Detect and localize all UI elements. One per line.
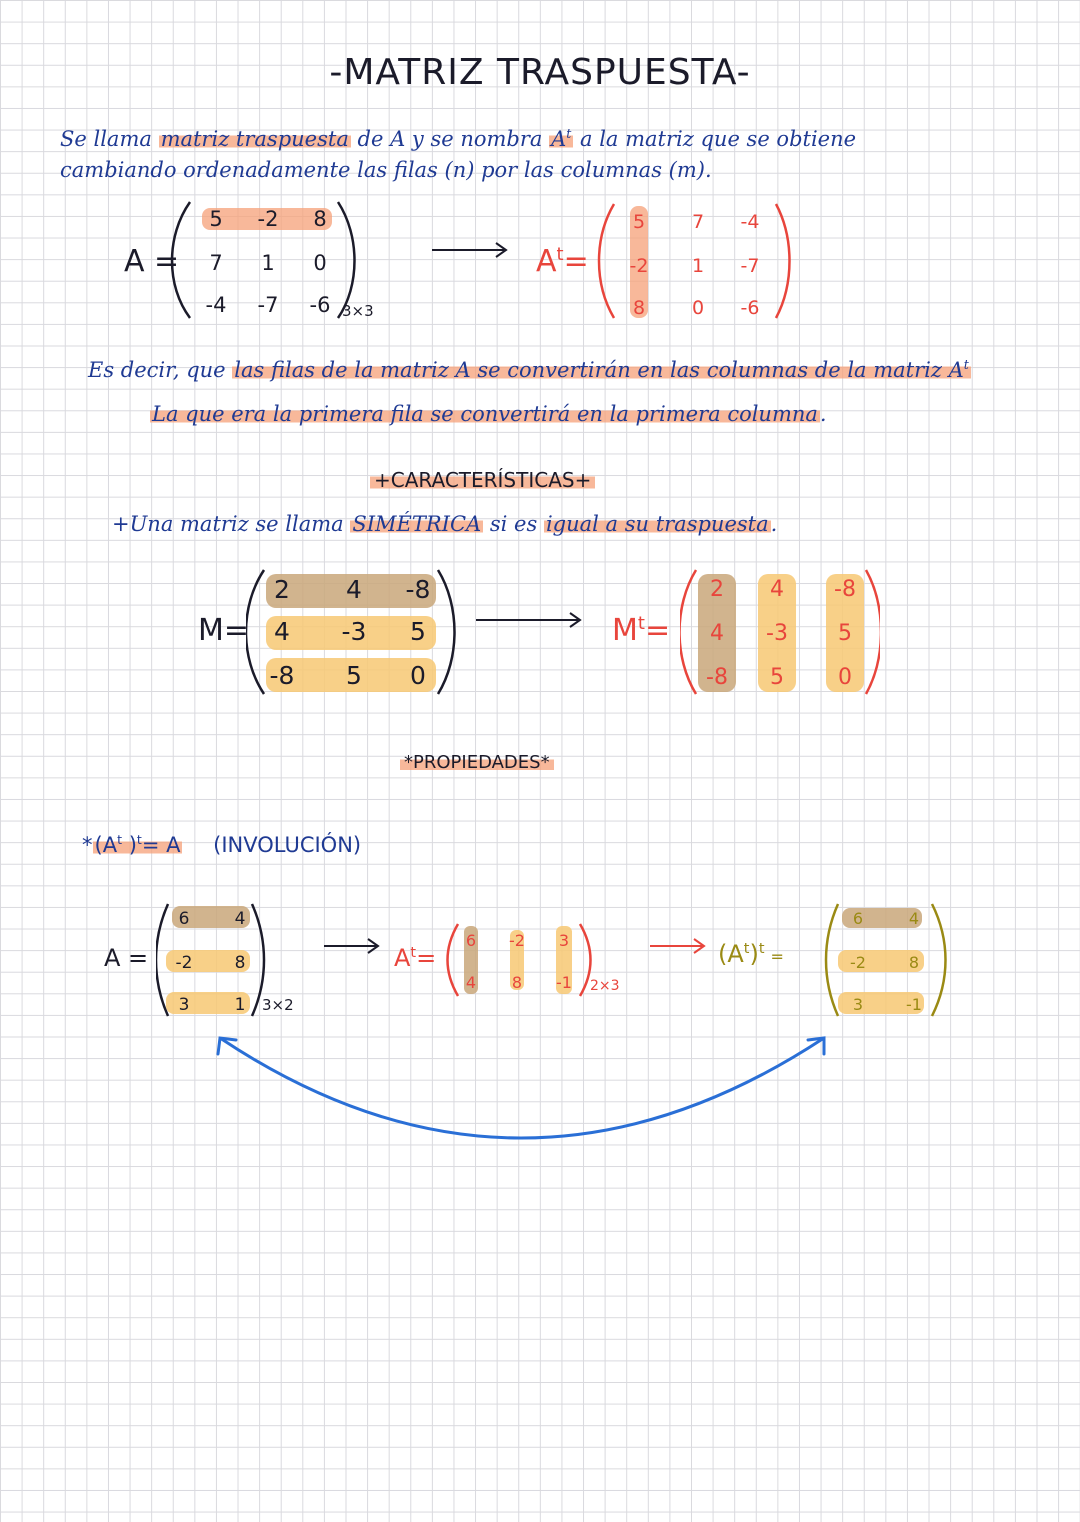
- involution-sup-2: t: [136, 832, 142, 847]
- matrix-bt-label-base: A: [394, 944, 411, 972]
- involution-formula-a: (A: [94, 833, 118, 857]
- matrix-a-cell: -4: [205, 293, 227, 317]
- matrix-m-cell: -3: [341, 617, 367, 646]
- matrix-a-cell: -6: [309, 293, 331, 317]
- characteristics-heading: [370, 468, 595, 492]
- matrix-a-cell: 5: [209, 207, 223, 231]
- matrix-mt-cell: 2: [710, 577, 724, 602]
- matrix-b-label: A =: [104, 944, 149, 972]
- matrix-a-cell: -2: [257, 207, 279, 231]
- matrix-mt-left-bracket: [680, 570, 696, 694]
- matrix-mt-cell: 4: [710, 621, 724, 646]
- definition-symbol-sup: t: [566, 126, 572, 141]
- matrix-m-cell: 0: [410, 661, 426, 690]
- matrix-b-cell: 4: [234, 909, 246, 929]
- explanation-line-1-sup: t: [963, 357, 969, 372]
- matrix-a-cell: 0: [313, 251, 327, 275]
- symmetric-highlight-2: igual a su traspuesta: [545, 512, 769, 536]
- explanation-line-1: [88, 357, 971, 382]
- matrix-at: [596, 198, 796, 324]
- matrix-b-cell: 3: [178, 995, 190, 1015]
- matrix-btt-cell: 6: [852, 909, 864, 928]
- double-arrow-icon: [200, 1026, 850, 1146]
- definition-highlight: matriz traspuesta: [160, 127, 349, 151]
- explanation-line-1-text: las filas de la matriz A se convertirán en las columnas de la matriz A: [234, 358, 964, 382]
- matrix-at-label-base: A: [536, 244, 557, 279]
- matrix-btt-cell: 4: [908, 909, 920, 928]
- definition-text-middle: de A y se nombra: [350, 127, 550, 151]
- matrix-bt-cell: 4: [465, 973, 477, 992]
- involution-formula-c: = A: [141, 833, 181, 857]
- definition-text-before: Se llama: [60, 127, 159, 151]
- matrix-at-cell: 5: [632, 211, 646, 233]
- matrix-mt-label-base: M: [612, 613, 638, 648]
- matrix-mt-cell: 0: [838, 665, 852, 690]
- matrix-m-cell: 5: [410, 617, 426, 646]
- matrix-b-size: 3×2: [262, 996, 294, 1014]
- matrix-at-cell: -4: [740, 211, 760, 233]
- matrix-at-right-bracket: [776, 204, 790, 318]
- matrix-b: [156, 900, 316, 1022]
- matrix-at-cell: 8: [632, 297, 646, 319]
- matrix-a-cell: 7: [209, 251, 223, 275]
- matrix-btt-cell: 3: [852, 995, 864, 1014]
- matrix-mt-cell: 4: [770, 577, 784, 602]
- matrix-m-cell: 4: [274, 617, 290, 646]
- page-title: -MATRIZ TRASPUESTA-: [329, 52, 751, 93]
- arrow-right-icon: [430, 238, 510, 262]
- matrix-m-cell: 5: [346, 661, 362, 690]
- matrix-a-cell: -7: [257, 293, 279, 317]
- matrix-mt-cell: 5: [838, 621, 852, 646]
- involution-name: (INVOLUCIÓN): [213, 833, 362, 857]
- explanation-line-2: [150, 402, 827, 426]
- definition-symbol: [549, 127, 573, 151]
- matrix-m: [246, 566, 456, 698]
- matrix-m-cell: 2: [274, 575, 290, 604]
- matrix-at-label-sup: t: [556, 244, 564, 265]
- matrix-btt: [824, 900, 954, 1022]
- matrix-mt-cell: 5: [770, 665, 784, 690]
- matrix-bt-left-bracket: [448, 924, 459, 996]
- matrix-btt-left-bracket: [826, 904, 838, 1016]
- matrix-m-cell: -8: [405, 575, 431, 604]
- matrix-b-cell: 8: [234, 953, 246, 973]
- matrix-btt-label-open: (A: [718, 940, 744, 968]
- matrix-b-cell: -2: [175, 953, 193, 973]
- matrix-a-right-bracket: [338, 202, 355, 318]
- matrix-bt-cell: 6: [465, 931, 477, 950]
- explanation-line-2-end: .: [819, 402, 827, 426]
- symmetric-pre: +Una matriz se llama: [112, 512, 351, 536]
- definition-paragraph: [60, 118, 1020, 186]
- matrix-mt-right-bracket: [866, 570, 880, 694]
- matrix-mt-cell: -3: [766, 621, 788, 646]
- matrix-at-cell: 1: [691, 255, 705, 277]
- matrix-btt-label-sup2: t: [758, 941, 765, 957]
- definition-symbol-base: A: [551, 127, 567, 151]
- matrix-bt-cell: -1: [556, 973, 572, 992]
- matrix-mt-cell: -8: [706, 665, 728, 690]
- matrix-bt-cell: 8: [511, 973, 523, 992]
- matrix-bt-label: [394, 944, 436, 972]
- matrix-b-cell: 6: [178, 909, 190, 929]
- symmetric-highlight: SIMÉTRICA: [352, 512, 482, 536]
- matrix-at-label: [536, 244, 589, 279]
- matrix-at-left-bracket: [599, 204, 614, 318]
- matrix-bt: [444, 920, 644, 1000]
- characteristics-heading-text: +CARACTERÍSTICAS+: [370, 468, 595, 492]
- matrix-bt-label-sup: t: [410, 945, 417, 961]
- arrow-right-icon: [648, 934, 708, 958]
- explanation-line-2-highlight: La que era la primera fila se convertirá en la primera columna: [152, 402, 818, 426]
- symmetric-definition: [112, 512, 777, 536]
- matrix-mt-label-sup: t: [637, 613, 645, 634]
- involution-formula: [93, 833, 183, 857]
- properties-heading: [400, 752, 554, 773]
- involution-formula-b: ): [122, 833, 137, 857]
- matrix-mt-cell: -8: [834, 577, 856, 602]
- matrix-m-cell: 4: [346, 575, 362, 604]
- matrix-at-cell: -6: [740, 297, 760, 319]
- matrix-btt-cell: 8: [908, 953, 920, 972]
- symmetric-mid: si es: [483, 512, 544, 536]
- involution-star: *: [82, 833, 93, 857]
- explanation-line-1-highlight: [232, 358, 971, 382]
- matrix-btt-label: [718, 940, 784, 968]
- matrix-a: [170, 196, 410, 326]
- matrix-at-cell: 0: [691, 297, 705, 319]
- matrix-bt-cell: -2: [509, 931, 525, 950]
- symmetric-end: .: [770, 512, 778, 536]
- matrix-a-cell: 1: [261, 251, 275, 275]
- definition-line2: cambiando ordenadamente las filas (n) por las columnas (m).: [60, 158, 712, 182]
- matrix-bt-size: 2×3: [590, 978, 620, 994]
- matrix-at-cell: -2: [629, 255, 649, 277]
- arrow-right-icon: [322, 934, 382, 958]
- definition-text-after: a la matriz que se obtiene: [573, 127, 857, 151]
- matrix-m-right-bracket: [438, 570, 455, 694]
- matrix-m-left-bracket: [246, 570, 264, 694]
- matrix-btt-cell: -2: [850, 953, 866, 972]
- matrix-btt-label-close: ): [749, 940, 759, 968]
- matrix-m-cell: -8: [269, 661, 295, 690]
- matrix-btt-label-eq: =: [770, 947, 784, 966]
- matrix-bt-label-eq: =: [416, 944, 437, 972]
- properties-heading-text: *PROPIEDADES*: [400, 752, 554, 773]
- matrix-btt-cell: -1: [906, 995, 922, 1014]
- explanation-line-1-pre: Es decir, que: [88, 358, 233, 382]
- matrix-mt: [680, 566, 880, 698]
- matrix-mt-label-eq: =: [644, 613, 671, 648]
- matrix-bt-right-bracket: [580, 924, 591, 996]
- involution-property: [82, 832, 361, 857]
- matrix-a-label: A =: [124, 244, 180, 279]
- matrix-at-label-eq: =: [563, 244, 589, 279]
- arrow-right-icon: [474, 608, 584, 632]
- matrix-mt-label: [612, 613, 670, 648]
- matrix-m-label: M=: [198, 613, 250, 648]
- matrix-btt-label-sup1: t: [743, 941, 750, 957]
- matrix-a-left-bracket: [172, 202, 190, 318]
- matrix-btt-right-bracket: [932, 904, 946, 1016]
- matrix-a-cell: 8: [313, 207, 327, 231]
- matrix-at-cell: 7: [691, 211, 705, 233]
- involution-sup-1: t: [117, 832, 123, 847]
- matrix-b-cell: 1: [234, 995, 246, 1015]
- matrix-a-size: 3×3: [342, 302, 374, 320]
- matrix-at-cell: -7: [740, 255, 760, 277]
- matrix-bt-cell: 3: [558, 931, 570, 950]
